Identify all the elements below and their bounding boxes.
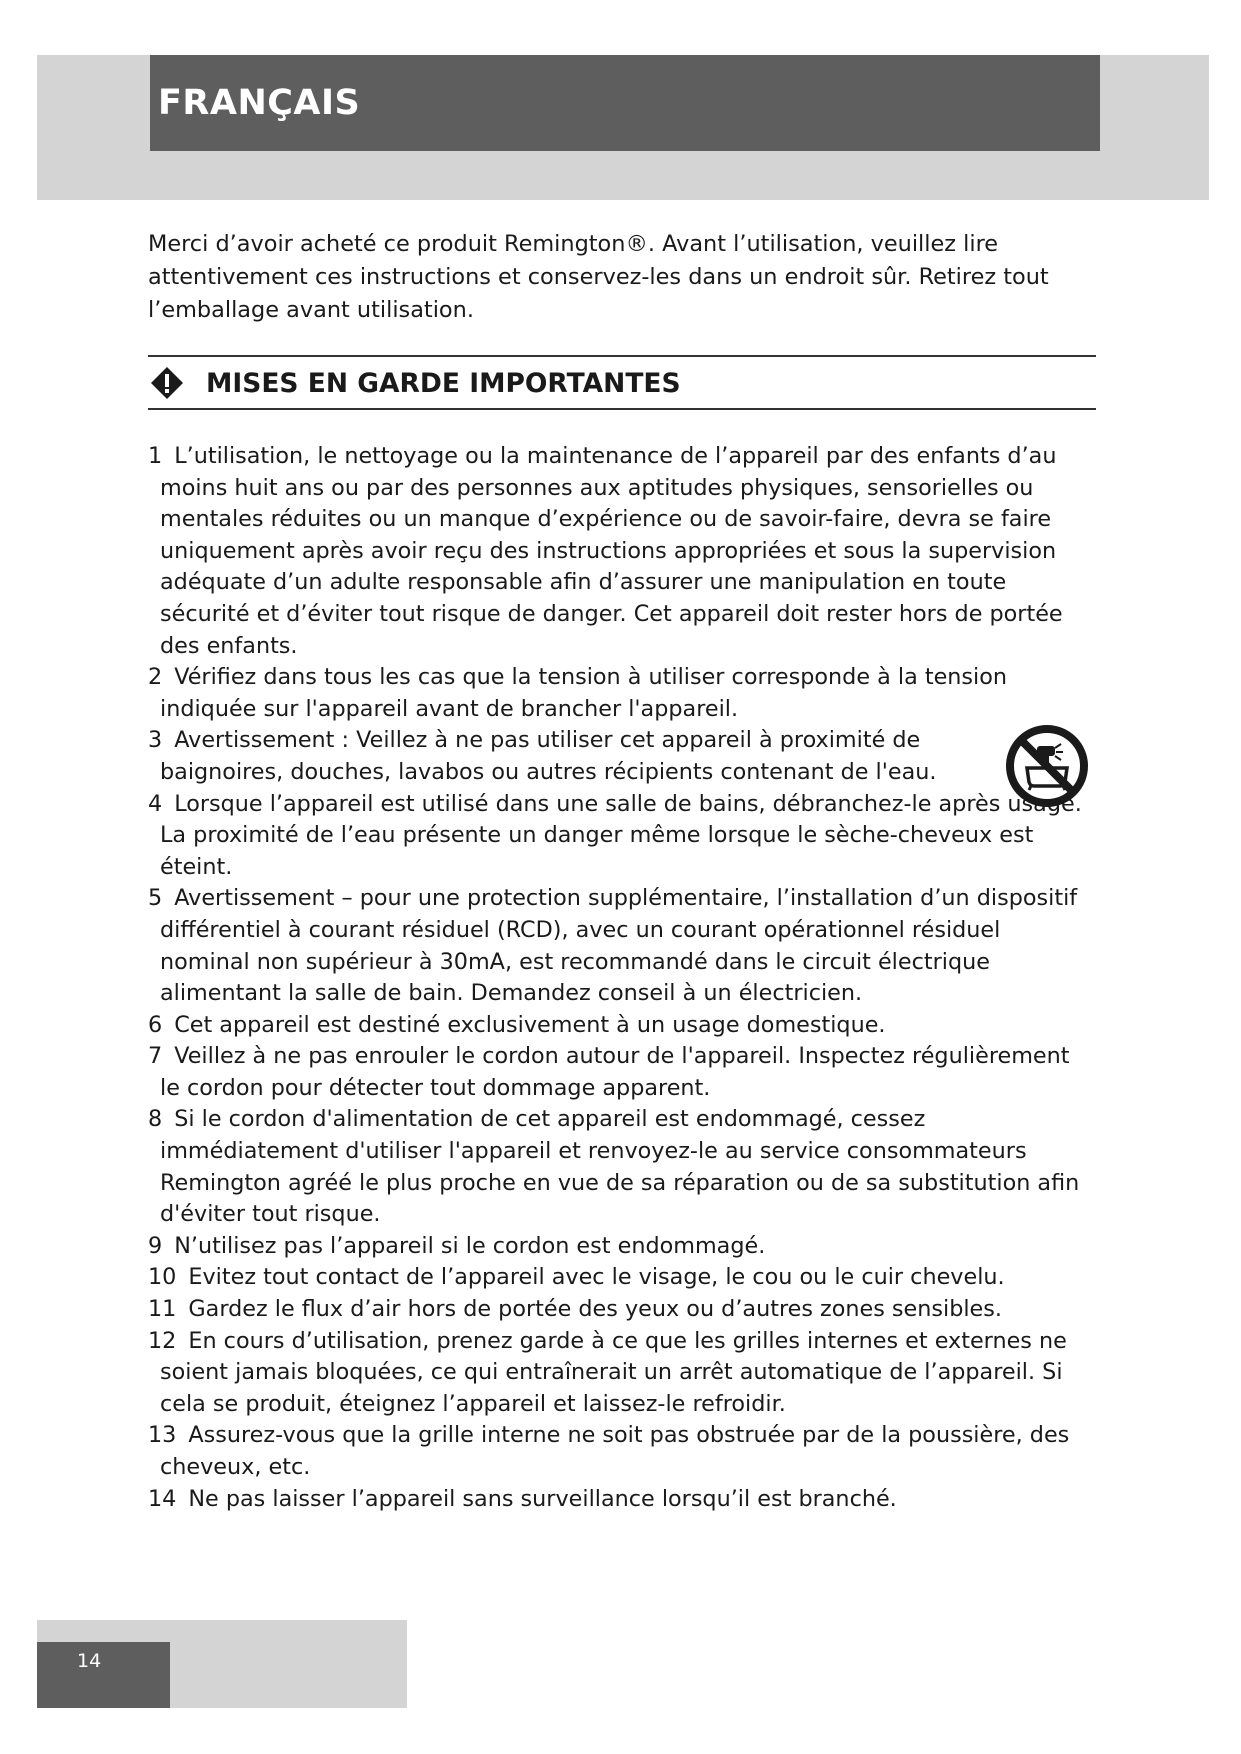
instruction-item (148, 1420, 1093, 1483)
instruction-text: Vérifiez dans tous les cas que la tension à utiliser corresponde à la tension indiquée sur l'appareil avant de brancher l'appareil. (160, 664, 1007, 722)
instruction-number: 10 (148, 1264, 177, 1291)
instruction-item (148, 883, 1093, 1009)
instruction-item (148, 1010, 1093, 1042)
instruction-text: Veillez à ne pas enrouler le cordon autour de l'appareil. Inspectez régulièrement le cordon pour détecter tout dommage apparent. (160, 1043, 1070, 1101)
instruction-text: Ne pas laisser l’appareil sans surveillance lorsqu’il est branché. (188, 1485, 897, 1512)
instruction-item (148, 1484, 1093, 1516)
instruction-text: N’utilisez pas l’appareil si le cordon est endommagé. (174, 1232, 766, 1259)
instruction-number: 14 (148, 1485, 177, 1512)
instruction-item (148, 1262, 1093, 1294)
instruction-number: 1 (148, 443, 163, 469)
instruction-number: 13 (148, 1422, 177, 1449)
instruction-text: Si le cordon d'alimentation de cet appareil est endommagé, cessez immédiatement d'utiliser l'appareil et renvoyez-le au service consommateurs Remington agréé le plus proche en vue de sa réparation ou de sa substitution afin d'éviter tout risque. (160, 1106, 1080, 1228)
warning-diamond-icon (150, 366, 184, 400)
instruction-text: En cours d’utilisation, prenez garde à ce que les grilles internes et externes ne soient jamais bloquées, ce qui entraînerait un arrêt automatique de l’appareil. Si cela se produit, éteignez l’appareil et laissez-le refroidir. (160, 1327, 1067, 1417)
instruction-item (148, 1294, 1093, 1326)
instruction-item (148, 725, 1093, 788)
instruction-text: Cet appareil est destiné exclusivement à un usage domestique. (174, 1011, 886, 1038)
no-water-use-near-bath-icon (1003, 722, 1091, 810)
instruction-number: 7 (148, 1043, 163, 1070)
instruction-number: 6 (148, 1011, 163, 1038)
instruction-item (148, 662, 1093, 725)
warnings-heading (150, 362, 681, 404)
instruction-item (148, 1041, 1093, 1104)
page-number: 14 (77, 1650, 102, 1672)
instruction-item (148, 789, 1093, 884)
language-header (150, 55, 1100, 151)
page-number-box (37, 1642, 170, 1708)
instruction-item (148, 1231, 1093, 1263)
instruction-text: Lorsque l’appareil est utilisé dans une salle de bains, débranchez-le après usage. La proximité de l’eau présente un danger même lorsque le sèche-cheveux est éteint. (160, 790, 1082, 880)
instruction-text: Avertissement : Veillez à ne pas utiliser cet appareil à proximité de baignoires, douches, lavabos ou autres récipients contenant de l'eau. (160, 727, 937, 785)
instruction-text: Evitez tout contact de l’appareil avec le visage, le cou ou le cuir chevelu. (188, 1264, 1005, 1291)
instruction-item (148, 1104, 1093, 1230)
instruction-number: 3 (148, 727, 163, 754)
instruction-number: 11 (148, 1296, 177, 1323)
safety-instructions-list (148, 441, 1093, 1515)
instruction-number: 2 (148, 664, 163, 691)
instruction-number: 9 (148, 1232, 163, 1259)
warnings-title: MISES EN GARDE IMPORTANTES (206, 367, 681, 399)
section-rule-top (148, 355, 1096, 357)
instruction-text: Avertissement – pour une protection supplémentaire, l’installation d’un dispositif différentiel à courant résiduel (RCD), avec un courant opérationnel résiduel nominal non supérieur à 30mA, est recommandé dans le circuit électrique alimentant la salle de bain. Demandez conseil à un électricien. (160, 885, 1078, 1007)
section-rule-bottom (148, 408, 1096, 410)
intro-paragraph: Merci d’avoir acheté ce produit Remington®. Avant l’utilisation, veuillez lire attentivement ces instructions et conservez-les dans un endroit sûr. Retirez tout l’emballage avant utilisation. (148, 231, 1049, 323)
instruction-number: 4 (148, 790, 163, 817)
instruction-text: L’utilisation, le nettoyage ou la maintenance de l’appareil par des enfants d’au moins huit ans ou par des personnes aux aptitudes physiques, sensorielles ou mentales réduites ou un manque d’expérience ou de savoir-faire, devra se faire uniquement après avoir reçu des instructions appropriées et sous la supervision adéquate d’un adulte responsable afin d’assurer une manipulation en toute sécurité et d’éviter tout risque de danger. Cet appareil doit rester hors de portée des enfants. (160, 443, 1063, 659)
instruction-number: 5 (148, 885, 163, 912)
instruction-number: 12 (148, 1327, 177, 1354)
instruction-text: Gardez le flux d’air hors de portée des yeux ou d’autres zones sensibles. (188, 1296, 1002, 1323)
instruction-item (148, 1326, 1093, 1421)
instruction-text: Assurez-vous que la grille interne ne soit pas obstruée par de la poussière, des cheveux, etc. (160, 1422, 1070, 1480)
instruction-number: 8 (148, 1106, 163, 1133)
language-title: FRANÇAIS (158, 83, 361, 123)
instruction-item (148, 441, 1093, 662)
